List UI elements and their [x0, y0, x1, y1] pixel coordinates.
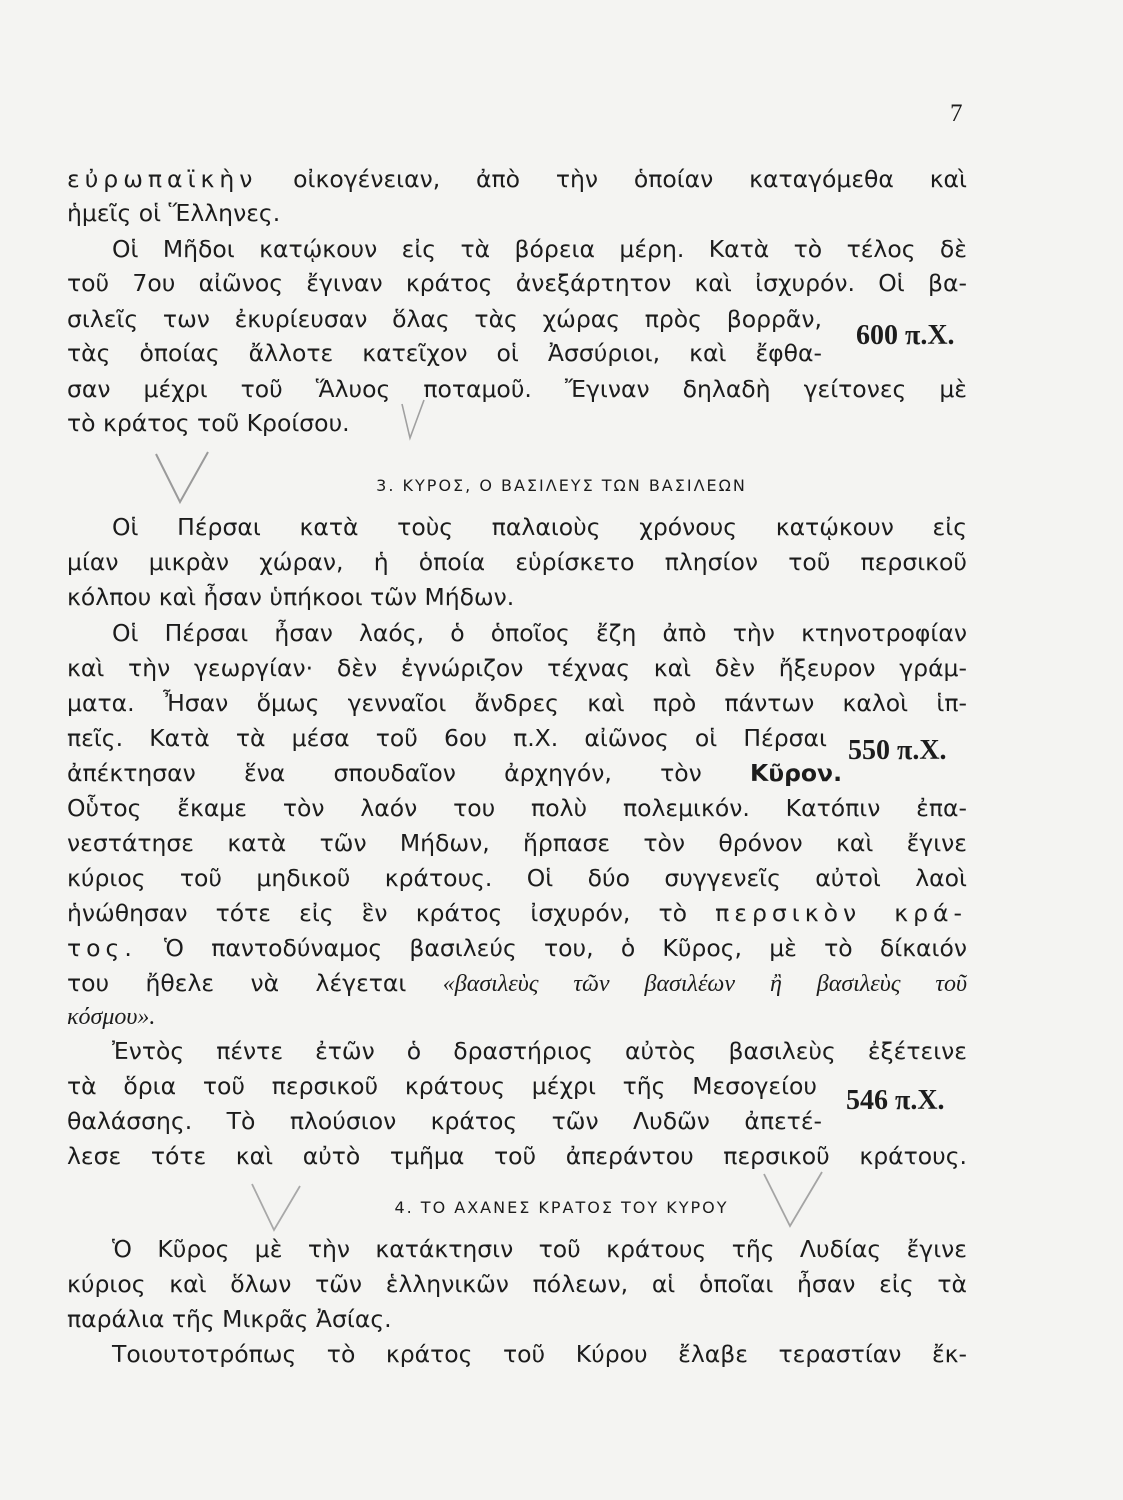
text-line: Οἱ Πέρσαι ἦσαν λαός, ὁ ὁποῖος ἔζη ἀπὸ τὴν κτηνοτροφίαν — [112, 619, 967, 647]
text-line: λεσε τότε καὶ αὐτὸ τμῆμα τοῦ ἀπεράντου περσικοῦ κράτους. — [67, 1142, 967, 1170]
text-line: σαν μέχρι τοῦ Ἅλυος ποταμοῦ. Ἔγιναν δηλαδὴ γείτονες μὲ — [67, 375, 967, 403]
text-line: κύριος καὶ ὅλων τῶν ἑλληνικῶν πόλεων, αἱ ὁποῖαι ἦσαν εἰς τὰ — [67, 1270, 967, 1298]
text-line: ματα. Ἦσαν ὅμως γενναῖοι ἄνδρες καὶ πρὸ πάντων καλοὶ ἱπ- — [67, 689, 967, 717]
text-line: πεῖς. Κατὰ τὰ μέσα τοῦ 6ου π.Χ. αἰῶνος οἱ Πέρσαι — [67, 724, 827, 752]
text-line: νεστάτησε κατὰ τῶν Μήδων, ἥρπασε τὸν θρόνον καὶ ἔγινε — [67, 829, 967, 857]
text-line: μίαν μικρὰν χώραν, ἡ ὁποία εὑρίσκετο πλησίον τοῦ περσικοῦ — [67, 548, 967, 576]
text-fragment: Ὁ παντοδύναμος βασιλεύς του, ὁ Κῦρος, μὲ τὸ δίκαιόν — [164, 934, 967, 962]
text-line: τοῦ 7ου αἰῶνος ἔγιναν κράτος ἀνεξάρτητον καὶ ἰσχυρόν. Οἱ βα- — [67, 269, 967, 297]
text-line: θαλάσσης. Τὸ πλούσιον κράτος τῶν Λυδῶν ἀπετέ- — [67, 1107, 822, 1135]
spaced-word: εὐρωπαϊκὴν — [67, 165, 258, 193]
text-line — [67, 756, 842, 790]
text-line: κόσμου». — [67, 1004, 156, 1030]
text-line: κόλπου καὶ ἦσαν ὑπήκοοι τῶν Μήδων. — [67, 583, 515, 611]
text-fragment: ἀπέκτησαν ἕνα σπουδαῖον ἀρχηγόν, τὸν — [67, 759, 702, 787]
text-line — [67, 896, 967, 930]
text-line: τὸ κράτος τοῦ Κροίσου. — [67, 409, 350, 437]
text-line: τὰ ὅρια τοῦ περσικοῦ κράτους μέχρι τῆς Μεσογείου — [67, 1072, 817, 1100]
text-line: Ὁ Κῦρος μὲ τὴν κατάκτησιν τοῦ κράτους τῆς Λυδίας ἔγινε — [112, 1235, 967, 1263]
section-heading: 3. ΚΥΡΟΣ, Ο ΒΑΣΙΛΕΥΣ ΤΩΝ ΒΑΣΙΛΕΩΝ — [376, 476, 747, 495]
margin-date: 546 π.Χ. — [846, 1085, 945, 1116]
text-line: παράλια τῆς Μικρᾶς Ἀσίας. — [67, 1305, 392, 1333]
text-fragment: οἰκογένειαν, ἀπὸ τὴν ὁποίαν καταγόμεθα καὶ — [293, 165, 967, 193]
text-line — [67, 931, 967, 965]
text-line — [67, 966, 967, 1001]
text-line: καὶ τὴν γεωργίαν· δὲν ἐγνώριζον τέχνας καὶ δὲν ἤξευρον γράμ- — [67, 654, 967, 682]
text-line: Ἐντὸς πέντε ἐτῶν ὁ δραστήριος αὐτὸς βασιλεὺς ἐξέτεινε — [112, 1037, 967, 1065]
pencil-checkmark-icon — [398, 398, 428, 442]
text-line: Τοιουτοτρόπως τὸ κράτος τοῦ Κύρου ἔλαβε τεραστίαν ἔκ- — [112, 1340, 967, 1368]
pencil-checkmark-icon — [248, 1180, 308, 1236]
text-line: κύριος τοῦ μηδικοῦ κράτους. Οἱ δύο συγγενεῖς αὐτοὶ λαοὶ — [67, 864, 967, 892]
text-line: Οὗτος ἔκαμε τὸν λαόν του πολὺ πολεμικόν. Κατόπιν ἐπα- — [67, 794, 967, 822]
text-line: σιλεῖς των ἐκυρίευσαν ὅλας τὰς χώρας πρὸς βορρᾶν, — [67, 305, 822, 333]
margin-date: 550 π.Χ. — [848, 735, 947, 766]
pencil-checkmark-icon — [150, 448, 220, 508]
text-line — [67, 162, 967, 196]
pencil-checkmark-icon — [760, 1170, 830, 1232]
margin-date: 600 π.Χ. — [856, 320, 955, 351]
page-number: 7 — [950, 100, 963, 127]
text-line: τὰς ὁποίας ἄλλοτε κατεῖχον οἱ Ἀσσύριοι, καὶ ἔφθα- — [67, 339, 822, 367]
quote-italic: «βασιλεὺς τῶν βασιλέων ἢ βασιλεὺς τοῦ — [442, 971, 967, 997]
text-fragment: του ἤθελε νὰ λέγεται — [67, 969, 407, 997]
name-kyros: Κῦρον. — [750, 759, 842, 787]
text-fragment: ἡνώθησαν τότε εἰς ἓν κράτος ἰσχυρόν, τὸ — [67, 899, 687, 927]
text-line: Οἱ Πέρσαι κατὰ τοὺς παλαιοὺς χρόνους κατῴκουν εἰς — [112, 513, 967, 541]
text-line: ἡμεῖς οἱ Ἕλληνες. — [67, 199, 281, 227]
spaced-word: τος. — [67, 934, 137, 962]
spaced-word: περσικὸν κρά- — [715, 899, 967, 927]
text-line: Οἱ Μῆδοι κατῴκουν εἰς τὰ βόρεια μέρη. Κατὰ τὸ τέλος δὲ — [112, 235, 967, 263]
section-heading: 4. ΤΟ ΑΧΑΝΕΣ ΚΡΑΤΟΣ ΤΟΥ ΚΥΡΟΥ — [394, 1198, 729, 1217]
